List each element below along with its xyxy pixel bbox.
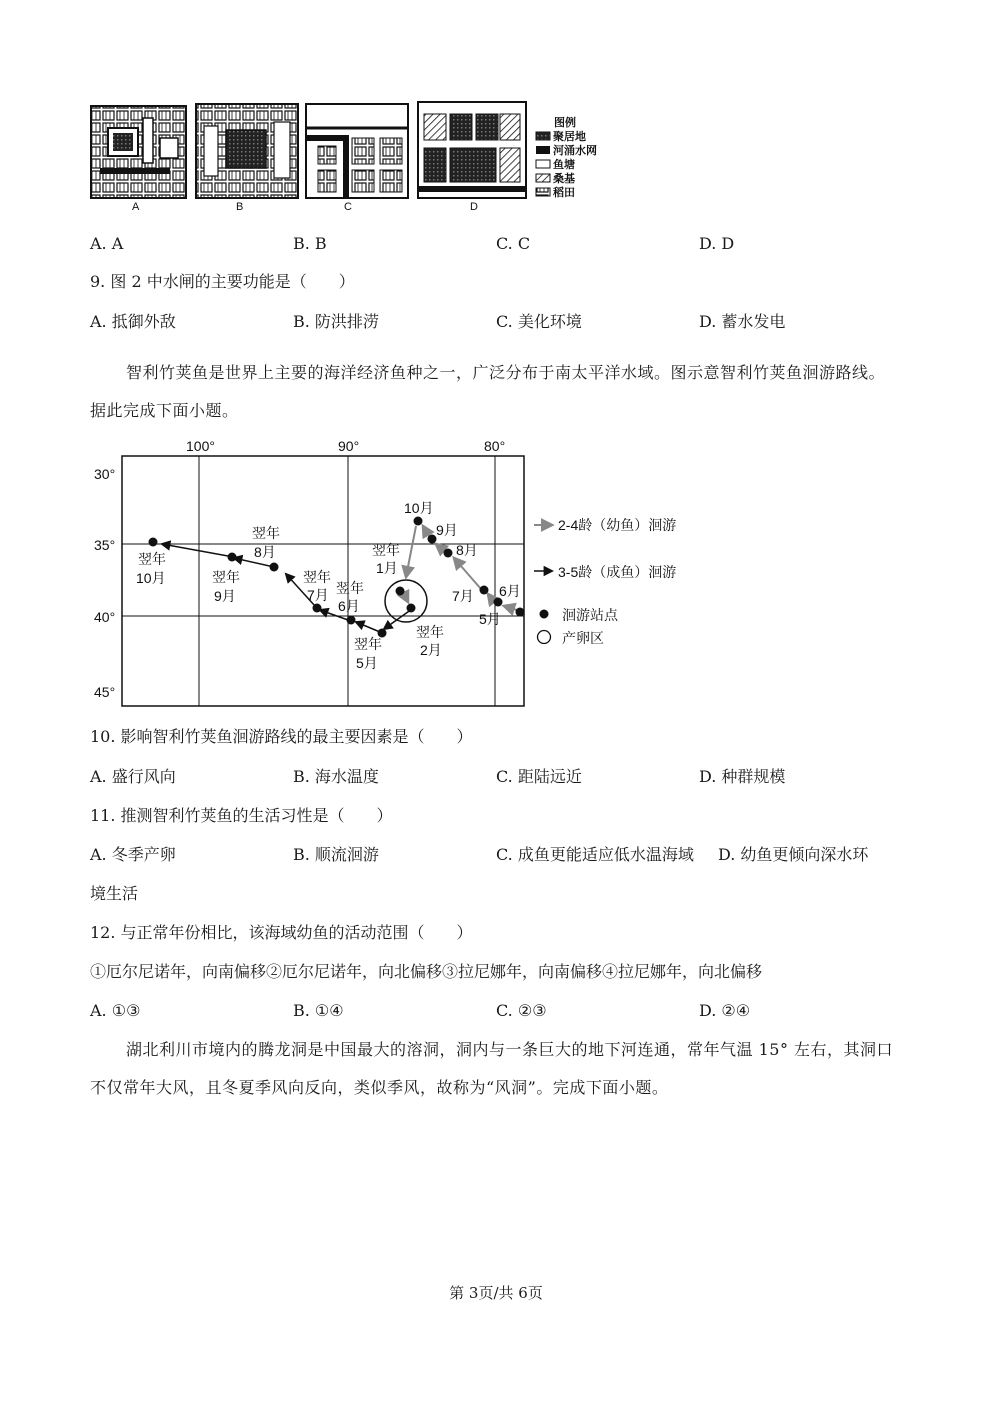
lon-label-100: 100° <box>186 438 215 454</box>
label-next-feb-1: 翌年 <box>416 624 444 640</box>
label-next-jan-1: 翌年 <box>372 542 400 558</box>
legend-rice: 稻田 <box>553 187 575 199</box>
q9-option-a[interactable]: A. 抵御外敌 <box>90 312 176 331</box>
panel-label-b: B <box>236 201 244 213</box>
label-next-sep-2: 9月 <box>214 588 236 604</box>
page-footer: 第 3页/共 6页 <box>449 1284 543 1302</box>
legend-station: 洄游站点 <box>562 607 618 623</box>
station <box>407 604 416 613</box>
label-next-may-2: 5月 <box>356 655 378 671</box>
panel-b <box>196 104 298 198</box>
legend-swatch-mulberry <box>536 174 550 182</box>
label-sep: 9月 <box>436 522 458 538</box>
station <box>347 616 356 625</box>
q12-option-c[interactable]: C. ②③ <box>496 1001 547 1020</box>
q10-stem: 10. 影响智利竹荚鱼洄游路线的最主要因素是（ ） <box>90 727 473 746</box>
panel-label-a: A <box>132 201 140 213</box>
label-next-sep-1: 翌年 <box>212 569 240 585</box>
q8-option-d[interactable]: D. D <box>699 234 735 253</box>
label-oct: 10月 <box>404 500 434 516</box>
lat-label-40: 40° <box>94 609 116 625</box>
q12-statements: ①厄尔尼诺年，向南偏移②厄尔尼诺年，向北偏移③拉尼娜年，向南偏移④拉尼娜年，向北偏移 <box>90 962 763 981</box>
q8-option-a[interactable]: A. A <box>90 234 124 253</box>
station <box>228 553 237 562</box>
q12-option-b[interactable]: B. ①④ <box>293 1001 344 1020</box>
label-jun: 6月 <box>499 583 521 599</box>
q11-option-d-wrap: 境生活 <box>90 884 139 903</box>
q10-option-c[interactable]: C. 距陆远近 <box>496 767 582 786</box>
station <box>270 563 279 572</box>
station <box>313 604 322 613</box>
q8-option-b[interactable]: B. B <box>293 234 327 253</box>
panel-d <box>418 102 526 198</box>
label-next-jan-2: 1月 <box>376 560 398 576</box>
land-use-figure <box>88 98 618 216</box>
station <box>396 587 405 596</box>
label-next-aug-1: 翌年 <box>252 525 280 541</box>
label-jul: 7月 <box>452 588 474 604</box>
legend-settlement: 聚居地 <box>553 131 586 143</box>
land-use-legend <box>536 115 597 199</box>
label-next-jun-1: 翌年 <box>336 580 364 596</box>
panel-label-c: C <box>344 201 352 213</box>
station <box>414 517 423 526</box>
label-next-may-1: 翌年 <box>354 636 382 652</box>
label-may: 5月 <box>479 611 501 627</box>
station <box>516 608 525 617</box>
label-aug: 8月 <box>456 542 478 558</box>
legend-swatch-settlement <box>536 132 550 140</box>
lon-label-80: 80° <box>484 438 506 454</box>
legend-station-dot <box>540 610 549 619</box>
q12-option-d[interactable]: D. ②④ <box>699 1001 751 1020</box>
legend-fishpond: 鱼塘 <box>553 159 575 171</box>
q9-stem: 9. 图 2 中水闸的主要功能是（ ） <box>90 272 355 291</box>
lon-label-90: 90° <box>338 438 360 454</box>
lat-label-35: 35° <box>94 537 116 553</box>
lat-label-45: 45° <box>94 684 116 700</box>
q11-option-b[interactable]: B. 顺流洄游 <box>293 845 379 864</box>
q11-stem: 11. 推测智利竹荚鱼的生活习性是（ ） <box>90 806 393 825</box>
q11-option-a[interactable]: A. 冬季产卵 <box>90 845 176 864</box>
panel-a <box>91 106 186 198</box>
q12-stem: 12. 与正常年份相比，该海域幼鱼的活动范围（ ） <box>90 923 473 942</box>
legend-swatch-rice <box>536 188 550 196</box>
label-next-aug-2: 8月 <box>254 544 276 560</box>
legend-title: 图例 <box>554 117 576 129</box>
legend-mulberry: 桑基 <box>553 173 575 185</box>
legend-waterway: 河涌水网 <box>553 145 597 157</box>
migration-legend <box>534 517 676 646</box>
label-next-jun-2: 6月 <box>338 598 360 614</box>
passage-jack-mackerel: 智利竹荚鱼是世界上主要的海洋经济鱼种之一，广泛分布于南太平洋水域。图示意智利竹荚鱼洄游路线。据此完成下面小题。 <box>90 363 886 420</box>
q10-option-b[interactable]: B. 海水温度 <box>293 767 379 786</box>
legend-swatch-waterway <box>536 146 550 154</box>
legend-swatch-fishpond <box>536 160 550 168</box>
q9-option-b[interactable]: B. 防洪排涝 <box>293 312 379 331</box>
q11-option-c[interactable]: C. 成鱼更能适应低水温海域 <box>496 845 694 864</box>
label-next-jul-2: 7月 <box>307 587 329 603</box>
passage-tenglong-cave: 湖北利川市境内的腾龙洞是中国最大的溶洞，洞内与一条巨大的地下河连通，常年气温 15° 左右，其洞口不仅常年大风，且冬夏季风向反向，类似季风，故称为“风洞”。完成下面小题。 <box>90 1040 894 1097</box>
station <box>149 538 158 547</box>
q11-option-d[interactable]: D. 幼鱼更倾向深水环 <box>718 845 869 864</box>
q9-option-c[interactable]: C. 美化环境 <box>496 312 582 331</box>
panel-c <box>306 104 408 198</box>
q9-option-d[interactable]: D. 蓄水发电 <box>699 312 786 331</box>
legend-adult: 3-5龄（成鱼）洄游 <box>558 564 677 580</box>
label-next-jul-1: 翌年 <box>303 569 331 585</box>
label-next-feb-2: 2月 <box>420 642 442 658</box>
q12-option-a[interactable]: A. ①③ <box>90 1001 141 1020</box>
station <box>480 586 489 595</box>
label-next-oct-1: 翌年 <box>138 551 166 567</box>
legend-juvenile: 2-4龄（幼鱼）洄游 <box>558 517 677 533</box>
q10-option-a[interactable]: A. 盛行风向 <box>90 767 176 786</box>
station <box>444 549 453 558</box>
label-next-oct-2: 10月 <box>136 570 166 586</box>
lat-label-30: 30° <box>94 466 116 482</box>
panel-label-d: D <box>470 201 478 213</box>
q8-option-c[interactable]: C. C <box>496 234 531 253</box>
migration-map <box>90 434 710 714</box>
legend-spawn: 产卵区 <box>562 630 604 646</box>
q10-option-d[interactable]: D. 种群规模 <box>699 767 786 786</box>
legend-spawn-circle <box>538 631 551 644</box>
